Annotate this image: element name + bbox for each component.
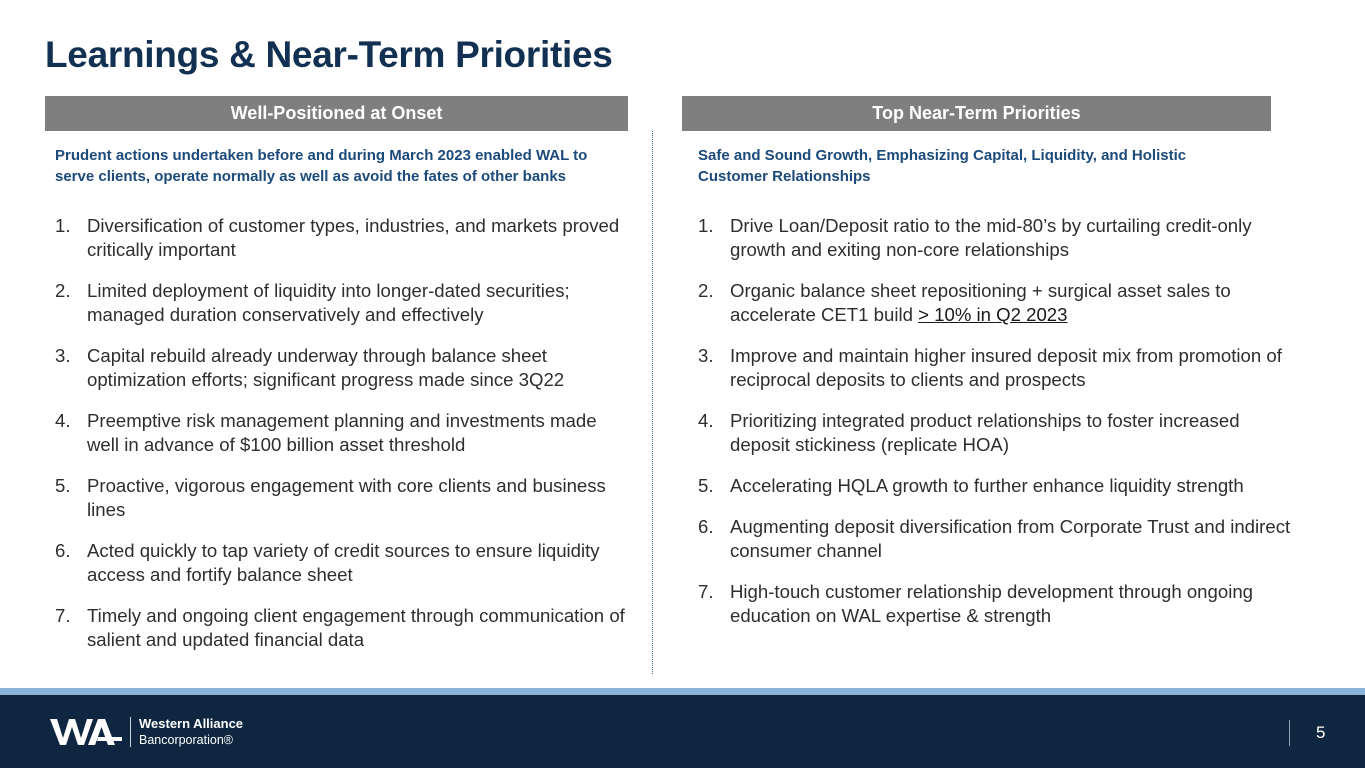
- list-item: [698, 580, 1298, 628]
- left-learnings-list: [55, 214, 630, 669]
- item-number: 7.: [55, 605, 71, 626]
- item-number: 6.: [55, 540, 71, 561]
- right-priorities-list: [698, 214, 1298, 645]
- item-text: Drive Loan/Deposit ratio to the mid-80’s by curtailing credit-only growth and exiting non-core relationships: [730, 215, 1252, 260]
- item-text: Timely and ongoing client engagement through communication of salient and updated financial data: [87, 605, 625, 650]
- list-item: [698, 474, 1298, 498]
- page-number-separator: [1289, 720, 1290, 746]
- wa-logo-icon: [50, 717, 122, 747]
- item-text: Limited deployment of liquidity into longer-dated securities; managed duration conservatively and effectively: [87, 280, 570, 325]
- item-number: 2.: [698, 280, 714, 301]
- company-logo: [50, 716, 243, 748]
- item-text-container: [730, 279, 1298, 327]
- list-item: [55, 539, 630, 587]
- item-number: 4.: [698, 410, 714, 431]
- item-number: 4.: [55, 410, 71, 431]
- item-number: 1.: [698, 215, 714, 236]
- item-text: Acted quickly to tap variety of credit sources to ensure liquidity access and fortify balance sheet: [87, 540, 600, 585]
- item-text: High-touch customer relationship development through ongoing education on WAL expertise & strength: [730, 581, 1254, 626]
- item-number: 2.: [55, 280, 71, 301]
- list-item: [55, 409, 630, 457]
- item-text: Proactive, vigorous engagement with core clients and business lines: [87, 475, 606, 520]
- item-text: Improve and maintain higher insured deposit mix from promotion of reciprocal deposits to clients and prospects: [730, 345, 1282, 390]
- list-item: [698, 409, 1298, 457]
- item-number: 3.: [698, 345, 714, 366]
- item-text: Preemptive risk management planning and investments made well in advance of $100 billion asset threshold: [87, 410, 597, 455]
- list-item: [55, 279, 630, 327]
- list-item: [55, 604, 630, 652]
- logo-wordmark: [139, 716, 243, 748]
- page-number: 5: [1316, 723, 1326, 742]
- list-item: [55, 344, 630, 392]
- column-divider: [652, 131, 653, 674]
- page-title: Learnings & Near-Term Priorities: [45, 34, 613, 75]
- item-text: Augmenting deposit diversification from Corporate Trust and indirect consumer channel: [730, 516, 1291, 561]
- item-number: 5.: [698, 475, 714, 496]
- left-column-header: Well-Positioned at Onset: [45, 96, 628, 131]
- list-item: [698, 279, 1298, 327]
- list-item: [55, 474, 630, 522]
- item-number: 5.: [55, 475, 71, 496]
- item-text: Capital rebuild already underway through balance sheet optimization efforts; significant progress made since 3Q22: [87, 345, 565, 390]
- item-text: Organic balance sheet repositioning + surgical asset sales to accelerate CET1 build: [730, 280, 1231, 325]
- item-number: 7.: [698, 581, 714, 602]
- logo-line-2: Bancorporation®: [139, 733, 233, 747]
- item-number: 1.: [55, 215, 71, 236]
- right-column-header: Top Near-Term Priorities: [682, 96, 1271, 131]
- right-intro-text: Safe and Sound Growth, Emphasizing Capital, Liquidity, and Holistic Customer Relationships: [698, 147, 1187, 185]
- list-item: [698, 214, 1298, 262]
- list-item: [698, 515, 1298, 563]
- list-item: [55, 214, 630, 262]
- cet1-target-underlined: > 10% in Q2 2023: [918, 304, 1068, 325]
- item-number: 3.: [55, 345, 71, 366]
- list-item: [698, 344, 1298, 392]
- item-text: Prioritizing integrated product relationships to foster increased deposit stickiness (replicate HOA): [730, 410, 1240, 455]
- item-text: Accelerating HQLA growth to further enhance liquidity strength: [730, 475, 1244, 496]
- logo-line-1: Western Alliance: [139, 716, 244, 731]
- item-text: Diversification of customer types, industries, and markets proved critically important: [87, 215, 620, 260]
- left-intro-text: Prudent actions undertaken before and during March 2023 enabled WAL to serve clients, operate normally as well as avoid the fates of other banks: [55, 147, 588, 185]
- logo-separator: [130, 717, 131, 747]
- item-number: 6.: [698, 516, 714, 537]
